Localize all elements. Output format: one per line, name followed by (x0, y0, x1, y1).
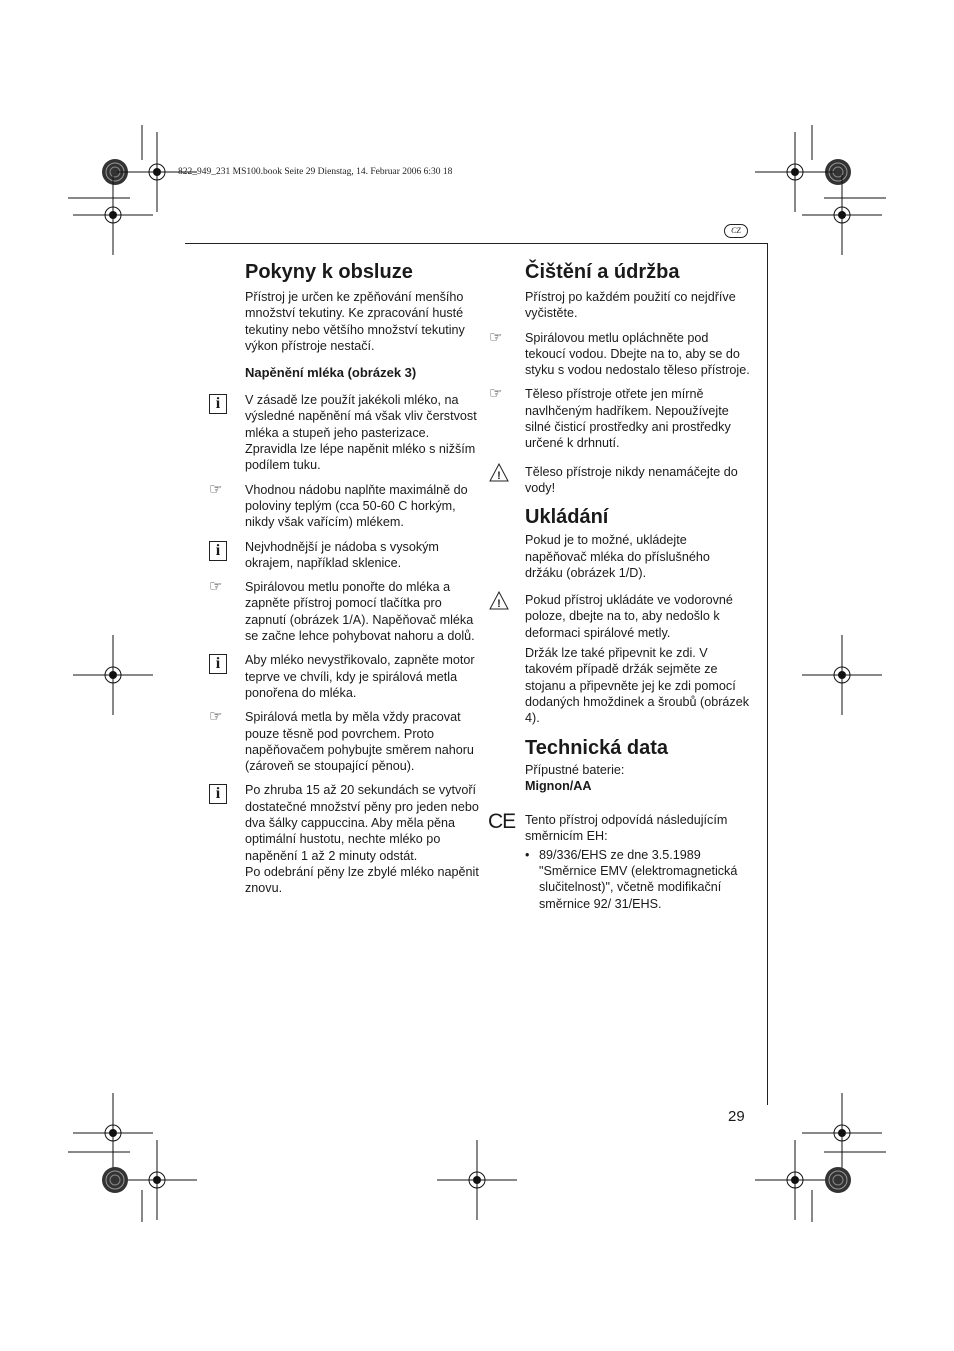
svg-text:!: ! (497, 598, 501, 611)
hand-pointer-icon: ☞ (489, 328, 503, 346)
storage-wall-mount: Držák lze také připevnit ke zdi. V takovém případě držák sejměte ze stojanu a připevněte jej ke zdi pomocí dodaných hmoždinek a šroubů (obrázek 4). (525, 646, 750, 726)
cleaning-intro: Přístroj po každém použití co nejdříve vyčistěte. (525, 290, 736, 321)
warning-icon (489, 591, 509, 610)
section-title-storage: Ukládání (525, 506, 609, 529)
warning-item: ! Těleso přístroje nikdy nenamáčejte do vody! (525, 464, 751, 497)
operation-intro: Přístroj je určen ke zpěňování menšího množství tekutiny. Ke zpracování husté tekutiny nebo většího množství tekutiny výkon přístroje nestačí. (245, 290, 465, 353)
left-column (209, 261, 483, 905)
color-target-icon (102, 1167, 128, 1193)
instruction-item: ☞ Spirálovou metlu ponořte do mléka a zapněte přístroj pomocí tlačítka pro zapnutí (obrázek 1/A). Napěňovač mléka se začne lehce pohybovat nahoru a dolů. (209, 578, 475, 644)
top-rule (185, 243, 768, 244)
battery-value: Mignon/AA (525, 778, 592, 793)
storage-intro: Pokud je to možné, ukládejte napěňovač mléka do příslušného držáku (obrázek 1/D). (525, 533, 710, 580)
hand-pointer-icon: ☞ (209, 578, 223, 596)
crosshair-mark-icon (802, 635, 882, 715)
directive-list (525, 847, 751, 912)
ce-compliance: CE Tento přístroj odpovídá následujícím směrnicím EH: • 89/336/EHS ze dne 3.5.1989 "Směrnice EMV (elektromagnetická slučitelnost)", včetně modifikační směrnice 92/ 31/EHS. (525, 812, 751, 912)
crosshair-mark-icon (755, 1140, 835, 1220)
instruction-item: ☞ Těleso přístroje otřete jen mírně navlhčeným hadříkem. Nepoužívejte silné čisticí prostředky ani prostředky určené k drhnutí. (489, 385, 731, 451)
section-title-tech-data: Technická data (525, 736, 669, 759)
crosshair-mark-icon (73, 175, 153, 255)
right-rule (767, 243, 768, 1105)
svg-text:!: ! (497, 469, 501, 482)
hand-pointer-icon: ☞ (489, 385, 503, 403)
info-icon: i (209, 394, 227, 414)
color-target-icon (825, 1167, 851, 1193)
section-title-operation: Pokyny k obsluze (245, 261, 413, 283)
subsection-title-frothing: Napěnění mléka (obrázek 3) (245, 365, 417, 381)
page-number: 29 (728, 1108, 745, 1125)
crosshair-mark-icon (755, 132, 835, 212)
crosshair-mark-icon (437, 1140, 517, 1220)
instruction-item: ☞ Spirálová metla by měla vždy pracovat pouze těsně pod povrchem. Proto napěňovačem pohybujte směrem nahoru (zároveň se stoupající pěnou). (209, 708, 474, 774)
crosshair-mark-icon (73, 1093, 153, 1173)
info-icon: i (209, 654, 227, 674)
crosshair-mark-icon (802, 175, 882, 255)
list-item: • 89/336/EHS ze dne 3.5.1989 "Směrnice EMV (elektromagnetická slučitelnost)", včetně modifikační směrnice 92/ 31/EHS. (525, 847, 751, 912)
note-item: i Po zhruba 15 až 20 sekundách se vytvoří dostatečné množství pěny pro jeden nebo dva šálky cappuccina. Aby měla pěna optimální hustotu, nechte mléko po napěnění 1 až 2 minuty odstát. Po odebrání pěny lze zbylé mléko napěnit znovu. (245, 782, 483, 896)
section-title-cleaning: Čištění a údržba (525, 261, 680, 283)
ce-mark-icon: CE (488, 810, 516, 834)
hand-pointer-icon: ☞ (209, 480, 223, 498)
crosshair-mark-icon (73, 635, 153, 715)
hand-pointer-icon: ☞ (209, 708, 223, 726)
note-item: i Nejvhodnější je nádoba s vysokým okrajem, například sklenice. (245, 539, 483, 572)
warning-icon (489, 463, 509, 482)
note-item: i V zásadě lze použít jakékoli mléko, na výsledné napěnění má však vliv čerstvost mléka a stupeň jeho pasterizace. Zpravidla lze lépe napěnit mléko s nižším podílem tuku. (245, 392, 483, 473)
note-item: i Aby mléko nevystřikovalo, zapněte motor teprve ve chvíli, kdy je spirálová metla ponořena do mléka. (245, 652, 483, 701)
print-header: 822_949_231 MS100.book Seite 29 Dienstag, 14. Februar 2006 6:30 18 (178, 167, 453, 177)
instruction-item: ☞ Vhodnou nádobu naplňte maximálně do poloviny teplým (cca 50-60 C horkým, nikdy však vařícím) mlékem. (209, 480, 468, 530)
crosshair-mark-icon (802, 1093, 882, 1173)
info-icon: i (209, 784, 227, 804)
battery-label: Přípustné baterie: (525, 762, 625, 777)
language-badge: CZ (724, 224, 748, 238)
right-column (488, 261, 751, 920)
warning-item: ! Pokud přístroj ukládáte ve vodorovné poloze, dbejte na to, aby nedošlo k deformaci spirálové metly. (525, 592, 751, 641)
instruction-item: ☞ Spirálovou metlu opláchněte pod tekoucí vodou. Dbejte na to, aby se do styku s vodou nedostalo těleso přístroje. (489, 328, 750, 378)
info-icon: i (209, 541, 227, 561)
